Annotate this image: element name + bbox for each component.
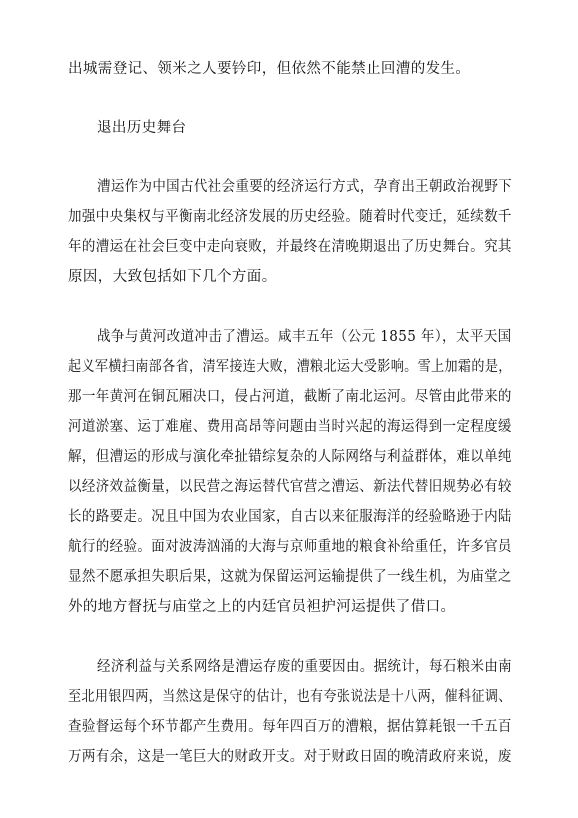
paragraph-line: 万两有余，这是一笔巨大的财政开支。对于财政日固的晚清政府来说，废	[68, 749, 512, 765]
section-heading: 退出历史舞台	[97, 120, 187, 136]
paragraph-line: 加强中央集权与平衡南北经济发展的历史经验。随着时代变迁，延续数千	[68, 209, 512, 225]
paragraph-line: 以经济效益衡量，以民营之海运替代官营之漕运、新法代替旧规势必有较	[68, 479, 512, 495]
intro-line: 出城需登记、领米之人要钤印，但依然不能禁止回漕的发生。	[68, 61, 471, 77]
paragraph-line: 解，但漕运的形成与演化牵扯错综复杂的人际网络与利益群体，难以单纯	[68, 449, 512, 465]
paragraph-line: 漕运作为中国古代社会重要的经济运行方式，孕育出王朝政治视野下	[97, 179, 512, 195]
paragraph-line: 原因，大致包括如下几个方面。	[68, 269, 277, 285]
paragraph-line: 那一年黄河在铜瓦厢决口，侵占河道，截断了南北运河。尽管由此带来的	[68, 389, 512, 405]
paragraph-line: 河道淤塞、运丁难雇、费用高昂等问题由当时兴起的海运得到一定程度缓	[68, 419, 512, 435]
paragraph-line: 航行的经验。面对波涛汹涌的大海与京师重地的粮食补给重任，许多官员	[68, 539, 512, 555]
paragraph-line: 长的路要走。况且中国为农业国家，自古以来征服海洋的经验略逊于内陆	[68, 509, 512, 525]
paragraph-line: 外的地方督抚与庙堂之上的内廷官员袒护河运提供了借口。	[68, 599, 456, 615]
paragraph-line: 显然不愿承担失职后果，这就为保留运河运输提供了一线生机，为庙堂之	[68, 569, 512, 585]
paragraph-line: 起义军横扫南部各省，清军接连大败，漕粮北运大受影响。雪上加霜的是，	[68, 359, 512, 375]
paragraph-line: 至北用银四两，当然这是保守的估计，也有夸张说法是十八两，催科征调、	[68, 689, 512, 705]
paragraph-line: 查验督运每个环节都产生费用。每年四百万的漕粮，据估算耗银一千五百	[68, 719, 512, 735]
paragraph-line: 经济利益与关系网络是漕运存废的重要因由。据统计，每石粮米由南	[97, 659, 512, 675]
paragraph-line: 战争与黄河改道冲击了漕运。咸丰五年（公元 1855 年），太平天国	[97, 329, 512, 345]
paragraph-line: 年的漕运在社会巨变中走向衰败，并最终在清晚期退出了历史舞台。究其	[68, 239, 512, 255]
